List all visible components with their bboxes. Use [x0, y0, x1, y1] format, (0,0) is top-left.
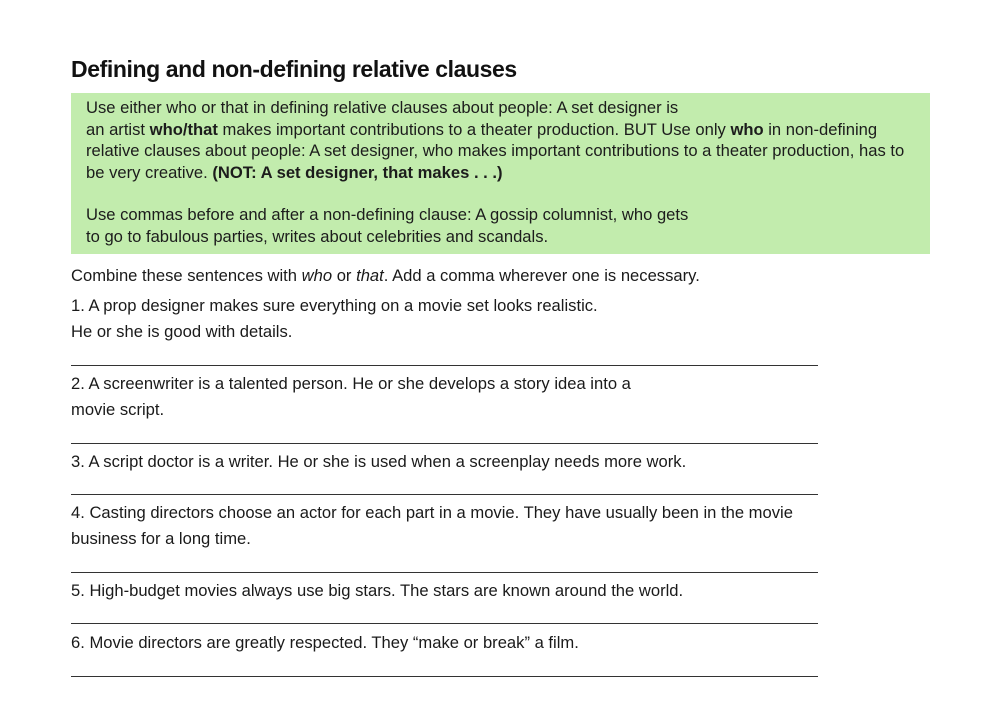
rule-paragraph-who-that: Use either who or that in defining relative clauses about people: A set designer is an artist who/that makes important contributions to a theater production. BUT Use only who in non-defining relative clauses about people: A set designer, who makes important contributions to a theater production, has to be very creative. (NOT: A set designer, that makes . . .): [86, 98, 905, 182]
bold-who-only: who: [730, 119, 764, 139]
question-1: 1. A prop designer makes sure everything on a movie set looks realistic. He or she is good with details.: [71, 296, 598, 341]
not-example: (NOT: A set designer, that makes . . .): [212, 162, 503, 182]
grammar-rule-box: [71, 93, 930, 254]
answer-line-3[interactable]: [71, 494, 818, 495]
exercise-instructions: Combine these sentences with who or that. Add a comma wherever one is necessary.: [71, 266, 700, 285]
page-title: Defining and non-defining relative clauses: [71, 56, 517, 82]
answer-line-6[interactable]: [71, 676, 818, 677]
question-3: 3. A script doctor is a writer. He or she is used when a screenplay needs more work.: [71, 452, 687, 471]
answer-line-2[interactable]: [71, 443, 818, 444]
question-4: 4. Casting directors choose an actor for each part in a movie. They have usually been in the movie business for a long time.: [71, 503, 793, 548]
bold-that: that: [187, 119, 218, 139]
answer-line-4[interactable]: [71, 572, 818, 573]
question-5: 5. High-budget movies always use big stars. The stars are known around the world.: [71, 581, 684, 600]
rule-paragraph-commas: Use commas before and after a non-defining clause: A gossip columnist, who gets to go to fabulous parties, writes about celebrities and scandals.: [86, 205, 689, 246]
answer-line-1[interactable]: [71, 365, 818, 366]
bold-who: who: [149, 119, 183, 139]
question-6: 6. Movie directors are greatly respected. They “make or break” a film.: [71, 633, 579, 652]
answer-line-5[interactable]: [71, 623, 818, 624]
question-2: 2. A screenwriter is a talented person. He or she develops a story idea into a movie script.: [71, 374, 631, 419]
